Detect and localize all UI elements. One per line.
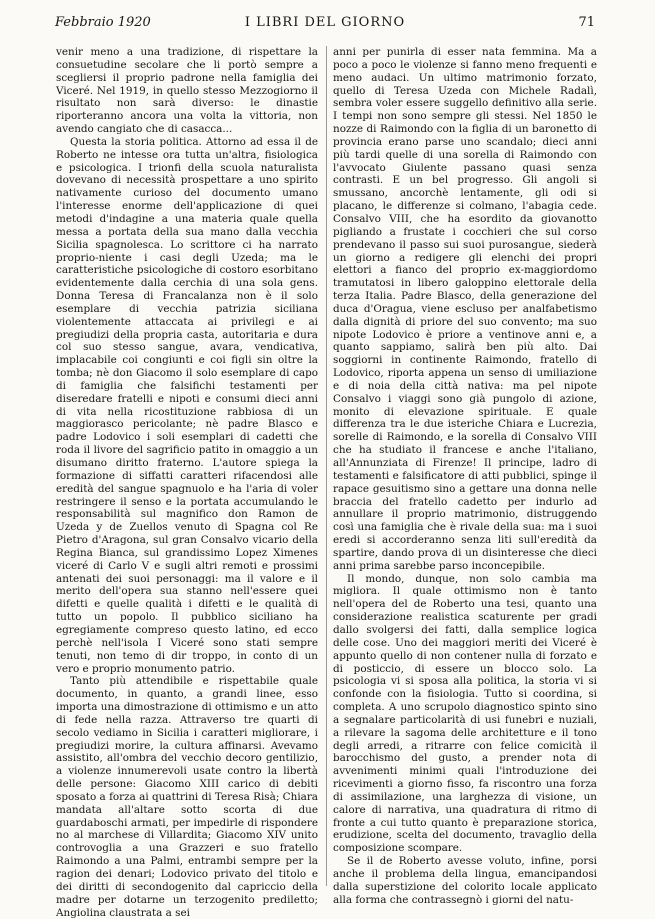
running-header (55, 14, 595, 32)
paragraph: Se il de Roberto avesse voluto, infine, porsi anche il problema della lingua, emancipandosi dalla superstizione del colorito locale applicato alla forma che contrassegnò i giorni del natu- (333, 855, 597, 906)
paragraph: Il mondo, dunque, non solo cambia ma migliora. Il quale ottimismo non è tanto nell'opera del de Roberto una tesi, quanto una considerazione realistica scaturente per gradi dallo svolgersi dei fatti, dalla semplice logica delle cose. Uno dei maggiori meriti dei Viceré è appunto quello di non contener nulla di forzato e di posticcio, di essere un blocco solo. La psicologia vi si sposa alla politica, la storia vi si confonde con la fisiologia. Tutto si coordina, si completa. A uno scrupolo diagnostico spinto sino a segnalare particolarità di usi funebri e nuziali, a rilevare la sagoma delle architetture e il tono degli arredi, a ritrarre con felice comicità il barocchismo del gusto, a prender nota di avvenimenti minimi quali l'introduzione dei ricevimenti a giorno fisso, fa riscontro una forza di assimilazione, una larghezza di visione, un calore di narrativa, una quadratura di ritmo di fronte a cui tutto quanto è preparazione storica, erudizione, scelta del documento, travaglio della composizione scompare. (333, 572, 597, 855)
issue-date: Febbraio 1920 (55, 15, 151, 30)
paragraph: anni per punirla di esser nata femmina. Ma a poco a poco le violenze si fanno meno frequenti e meno audaci. Un ultimo matrimonio forzato, quello di Teresa Uzeda con Michele Radalì, sembra voler essere suggello definitivo alla serie. I tempi non sono sempre gli stessi. Nel 1850 le nozze di Raimondo con la figlia di un baronetto di provincia erano parse uno scandalo; dieci anni più tardi quelle di una sorella di Raimondo con l'avvocato Giulente passano quasi senza contrasti. E un bel progresso. Gli angoli si smussano, ancorchè lentamente, gli odi si placano, le differenze si colmano, l'abagia cede. Consalvo VIII, che ha esordito da giovanotto pigliando a frustate i cocchieri che sul corso prendevano il passo sui suoi purosangue, siederà un giorno a redigere gli elenchi dei propri elettori a fianco del proprio ex-maggiordomo tramutatosi in libero galoppino elettorale della terza Italia. Padre Blasco, della generazione del duca d'Oragua, viene escluso per analfabetismo dalla dignità di priore del suo convento; ma suo nipote Lodovico è priore a ventinove anni e, a quanto sappiamo, salirà ben più alto. Dai soggiorni in continente Raimondo, fratello di Lodovico, riporta appena un senso di umiliazione e di noia della città nativa: ma pel nipote Consalvo i viaggi sono già pungolo di azione, monito di elevazione spirituale. E quale differenza tra le due isteriche Chiara e Lucrezia, sorelle di Raimondo, e la sorella di Consalvo VIII che ha studiato il francese e anche l'italiano, all'Annunziata di Firenze! Il principe, ladro di testamenti e falsificatore di atti pubblici, spinge il rapace gesuitismo sino a gettare una donna nelle braccia del fratello cadetto per indurlo ad annullare il proprio matrimonio, distruggendo così una famiglia che è rivale della sua: ma i suoi eredi si accorderanno senza liti sull'eredità da spartire, dando prova di un disinteresse che dieci anni prima sarebbe parso inconcepibile. (333, 46, 597, 572)
paragraph: Tanto più attendibile e rispettabile quale documento, in quanto, a grandi linee, esso importa una dimostrazione di ottimismo e un atto di fede nella razza. Attraverso tre quarti di secolo vediamo in Sicilia i caratteri migliorare, i pregiudizi morire, la cultura affinarsi. Avevamo assistito, all'ombra del vecchio decoro gentilizio, a violenze innumerevoli usate contro la libertà delle persone: Giacomo XIII carico di debiti sposato a forza ai quattrini di Teresa Risà; Chiara mandata all'altare sotto scorta di due guardaboschi armati, per impedirle di rispondere no al marchese di Villardita; Giacomo XIV unito controvoglia a una Grazzeri e suo fratello Raimondo a una Palmi, entrambi sempre per la ragion dei denari; Lodovico privato del titolo e dei diritti di secondogenito dal capriccio della madre per dotarne un terzogenito prediletto; Angiolina claustrata a sei (56, 675, 318, 919)
left-column (56, 46, 318, 919)
journal-title: I LIBRI DEL GIORNO (244, 15, 406, 30)
column-divider (326, 46, 327, 886)
right-column (333, 46, 597, 907)
paragraph: Questa la storia politica. Attorno ad essa il de Roberto ne intesse ora tutta un'altra, fisiologica e psicologica. I trionfi della scuola naturalista dovevano di necessità prospettare a uno spirito nativamente curioso del documento umano l'interesse enorme dell'applicazione di quei metodi d'indagine a una materia quale quella messa a portata della sua mano dalla vecchia Sicilia spagnolesca. Lo scrittore ci ha narrato proprio-niente i casi degli Uzeda; ma le caratteristiche psicologiche di costoro esorbitano evidentemente dalla cerchia di una sola gens. Donna Teresa di Francalanza non è il solo esemplare di vecchia patrizia siciliana violentemente attaccata ai privilegi e ai pregiudizi della propria casta, autoritaria e dura col suo stesso sangue, avara, vendicativa, implacabile coi congiunti e coi figli sin oltre la tomba; nè don Giacomo il solo esemplare di capo di famiglia che falsifichi testamenti per diseredare fratelli e nipoti e consumi dieci anni di vita nella ricostituzione rabbiosa di un maggiorasco pericolante; nè padre Blasco e padre Lodovico i soli esemplari di cadetti che roda il livore del sagrificio patito in omaggio a un disumano diritto fraterno. L'autore spiega la formazione di siffatti caratteri rifacendosi alle eredità del sangue spagnuolo e ha l'aria di voler restringere il senso e la portata accumulando le responsabilità sul magnifico don Ramon de Uzeda y de Zuellos venuto di Spagna col Re Pietro d'Aragona, sul gran Consalvo vicario della Regina Bianca, sul grandissimo Lopez Ximenes viceré di Carlo V e sugli altri remoti e prossimi antenati dei suoi personaggi: ma il valore e il merito dell'opera sua stanno nell'essere quei difetti e quelle qualità i difetti e le qualità di tutto un popolo. Il pubblico siciliano ha egregiamente compreso questo latino, ed ecco perchè nell'isola I Viceré sono stati sempre tenuti, non temo di dir troppo, in conto di un vero e proprio monumento patrio. (56, 135, 318, 675)
page-number: 71 (578, 15, 595, 30)
paragraph: venir meno a una tradizione, di rispettare la consuetudine secolare che li portò sempre a scegliersi il proprio padrone nella famiglia dei Viceré. Nel 1919, in quello stesso Mezzogiorno il risultato non sarà diverso: le dinastie riporteranno ancora una volta la vittoria, non avendo cangiato che di casacca... (56, 46, 318, 136)
